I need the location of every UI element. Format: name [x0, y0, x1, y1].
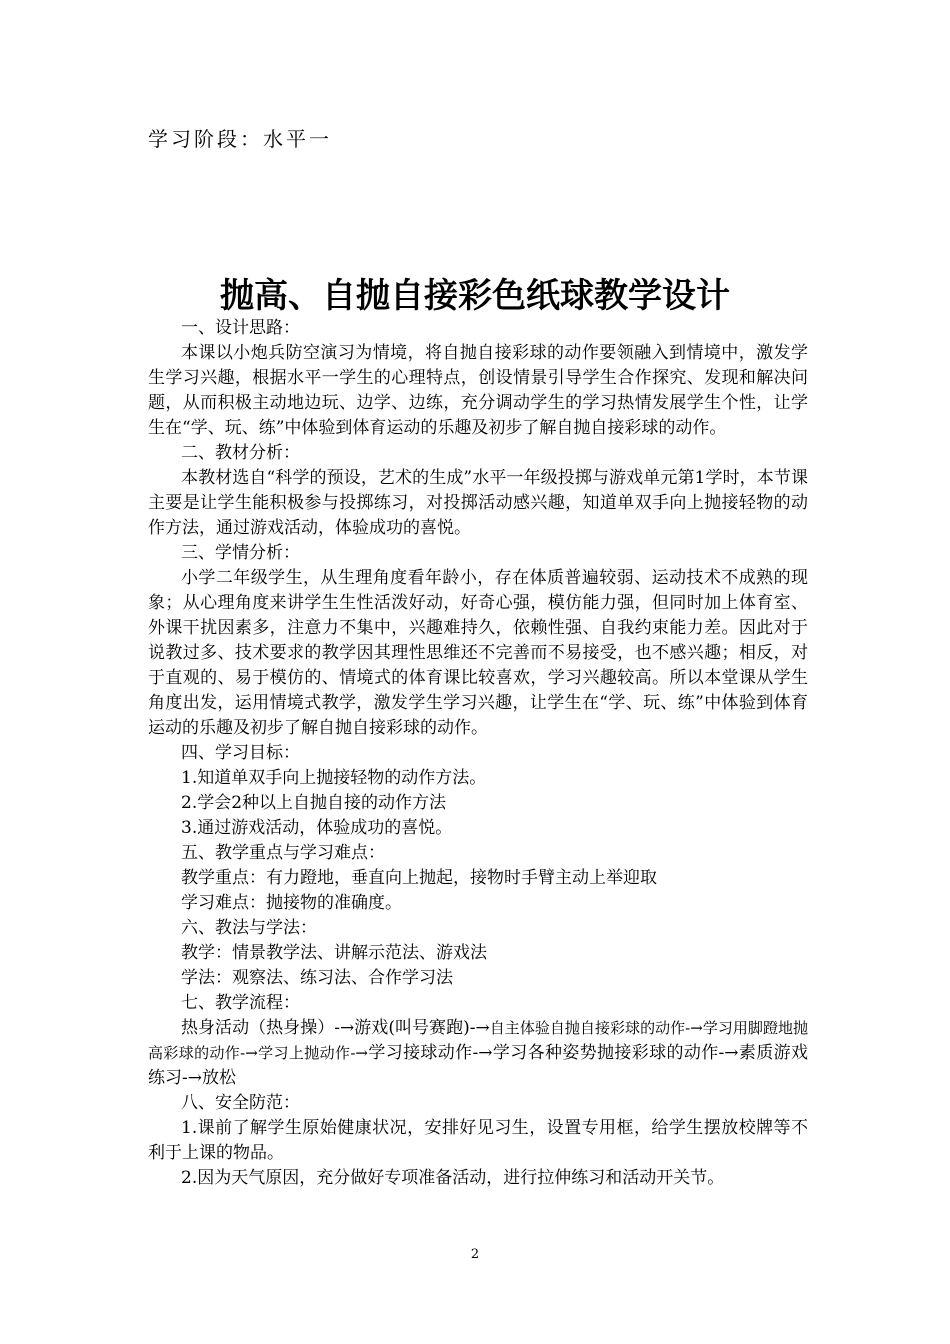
flow-part-b: 自主体验自抛自接彩球的动作-→学习用脚蹬地抛高彩球的动作-→学习上抛动作-→ [148, 1019, 809, 1062]
list-item: 3.通过游戏活动，体验成功的喜悦。 [181, 818, 453, 838]
list-item: 2.因为天气原因，充分做好专项准备活动，进行拉伸练习和活动开关节。 [181, 1168, 725, 1188]
section-heading-safety: 八、安全防范： [181, 1093, 300, 1113]
section-heading-key-points: 五、教学重点与学习难点： [181, 843, 385, 863]
flow-part-c: 学习接球动作-→学习各种姿势抛接彩球的动作-→素质游戏练习-→放松 [148, 1043, 808, 1088]
flow-part-a: 热身活动（热身操）-→游戏(叫号赛跑)-→ [181, 1018, 490, 1038]
section-heading-learning-goals: 四、学习目标： [181, 743, 300, 763]
list-item: 学法：观察法、练习法、合作学习法 [181, 968, 453, 988]
section-heading-methods: 六、教法与学法： [181, 918, 317, 938]
section-heading-teaching-flow: 七、教学流程： [181, 993, 300, 1013]
list-item: 教学：情景教学法、讲解示范法、游戏法 [181, 943, 487, 963]
section-heading-design-idea: 一、设计思路： [181, 318, 300, 338]
document-title: 抛高、自抛自接彩色纸球教学设计 [220, 276, 730, 316]
page-number: 2 [470, 1247, 480, 1262]
section-heading-material-analysis: 二、教材分析： [181, 443, 300, 463]
paragraph-material-analysis: 本教材选自“科学的预设，艺术的生成”水平一年级投掷与游戏单元第1学时，本节课主要是让学生能积极参与投掷练习，对投掷活动感兴趣，知道单双手向上抛接轻物的动作方法，通过游戏活动，体验成功的喜悦。 [148, 468, 808, 538]
list-item: 学习难点：抛接物的准确度。 [181, 893, 402, 913]
list-item: 1.知道单双手向上抛接轻物的动作方法。 [181, 768, 487, 788]
learning-stage: 学习阶段：水平一 [148, 127, 332, 151]
list-item: 2.学会2种以上自抛自接的动作方法 [181, 793, 447, 813]
list-item: 教学重点：有力蹬地，垂直向上抛起，接物时手臂主动上举迎取 [181, 868, 657, 888]
list-item: 1.课前了解学生原始健康状况，安排好见习生，设置专用框，给学生摆放校牌等不利于上课的物品。 [148, 1118, 808, 1163]
paragraph-design-idea: 本课以小炮兵防空演习为情境，将自抛自接彩球的动作要领融入到情境中，激发学生学习兴趣，根据水平一学生的心理特点，创设情景引导学生合作探究、发现和解决问题，从而积极主动地边玩、边学、边练，充分调动学生的学习热情发展学生个性，让学生在“学、玩、练”中体验到体育运动的乐趣及初步了解自抛自接彩球的动作。 [148, 343, 808, 438]
paragraph-teaching-flow [148, 1016, 808, 1091]
paragraph-student-analysis: 小学二年级学生，从生理角度看年龄小，存在体质普遍较弱、运动技术不成熟的现象；从心理角度来讲学生生性活泼好动，好奇心强，模仿能力强，但同时加上体育室、外课干扰因素多，注意力不集中，兴趣难持久，依赖性强、自我约束能力差。因此对于说教过多、技术要求的教学因其理性思维还不完善而不易接受，也不感兴趣；相反，对于直观的、易于模仿的、情境式的体育课比较喜欢，学习兴趣较高。所以本堂课从学生角度出发，运用情境式教学，激发学生学习兴趣，让学生在“学、玩、练”中体验到体育运动的乐趣及初步了解自抛自接彩球的动作。 [148, 568, 808, 738]
section-heading-student-analysis: 三、学情分析： [181, 543, 300, 563]
document-body [148, 316, 808, 1191]
